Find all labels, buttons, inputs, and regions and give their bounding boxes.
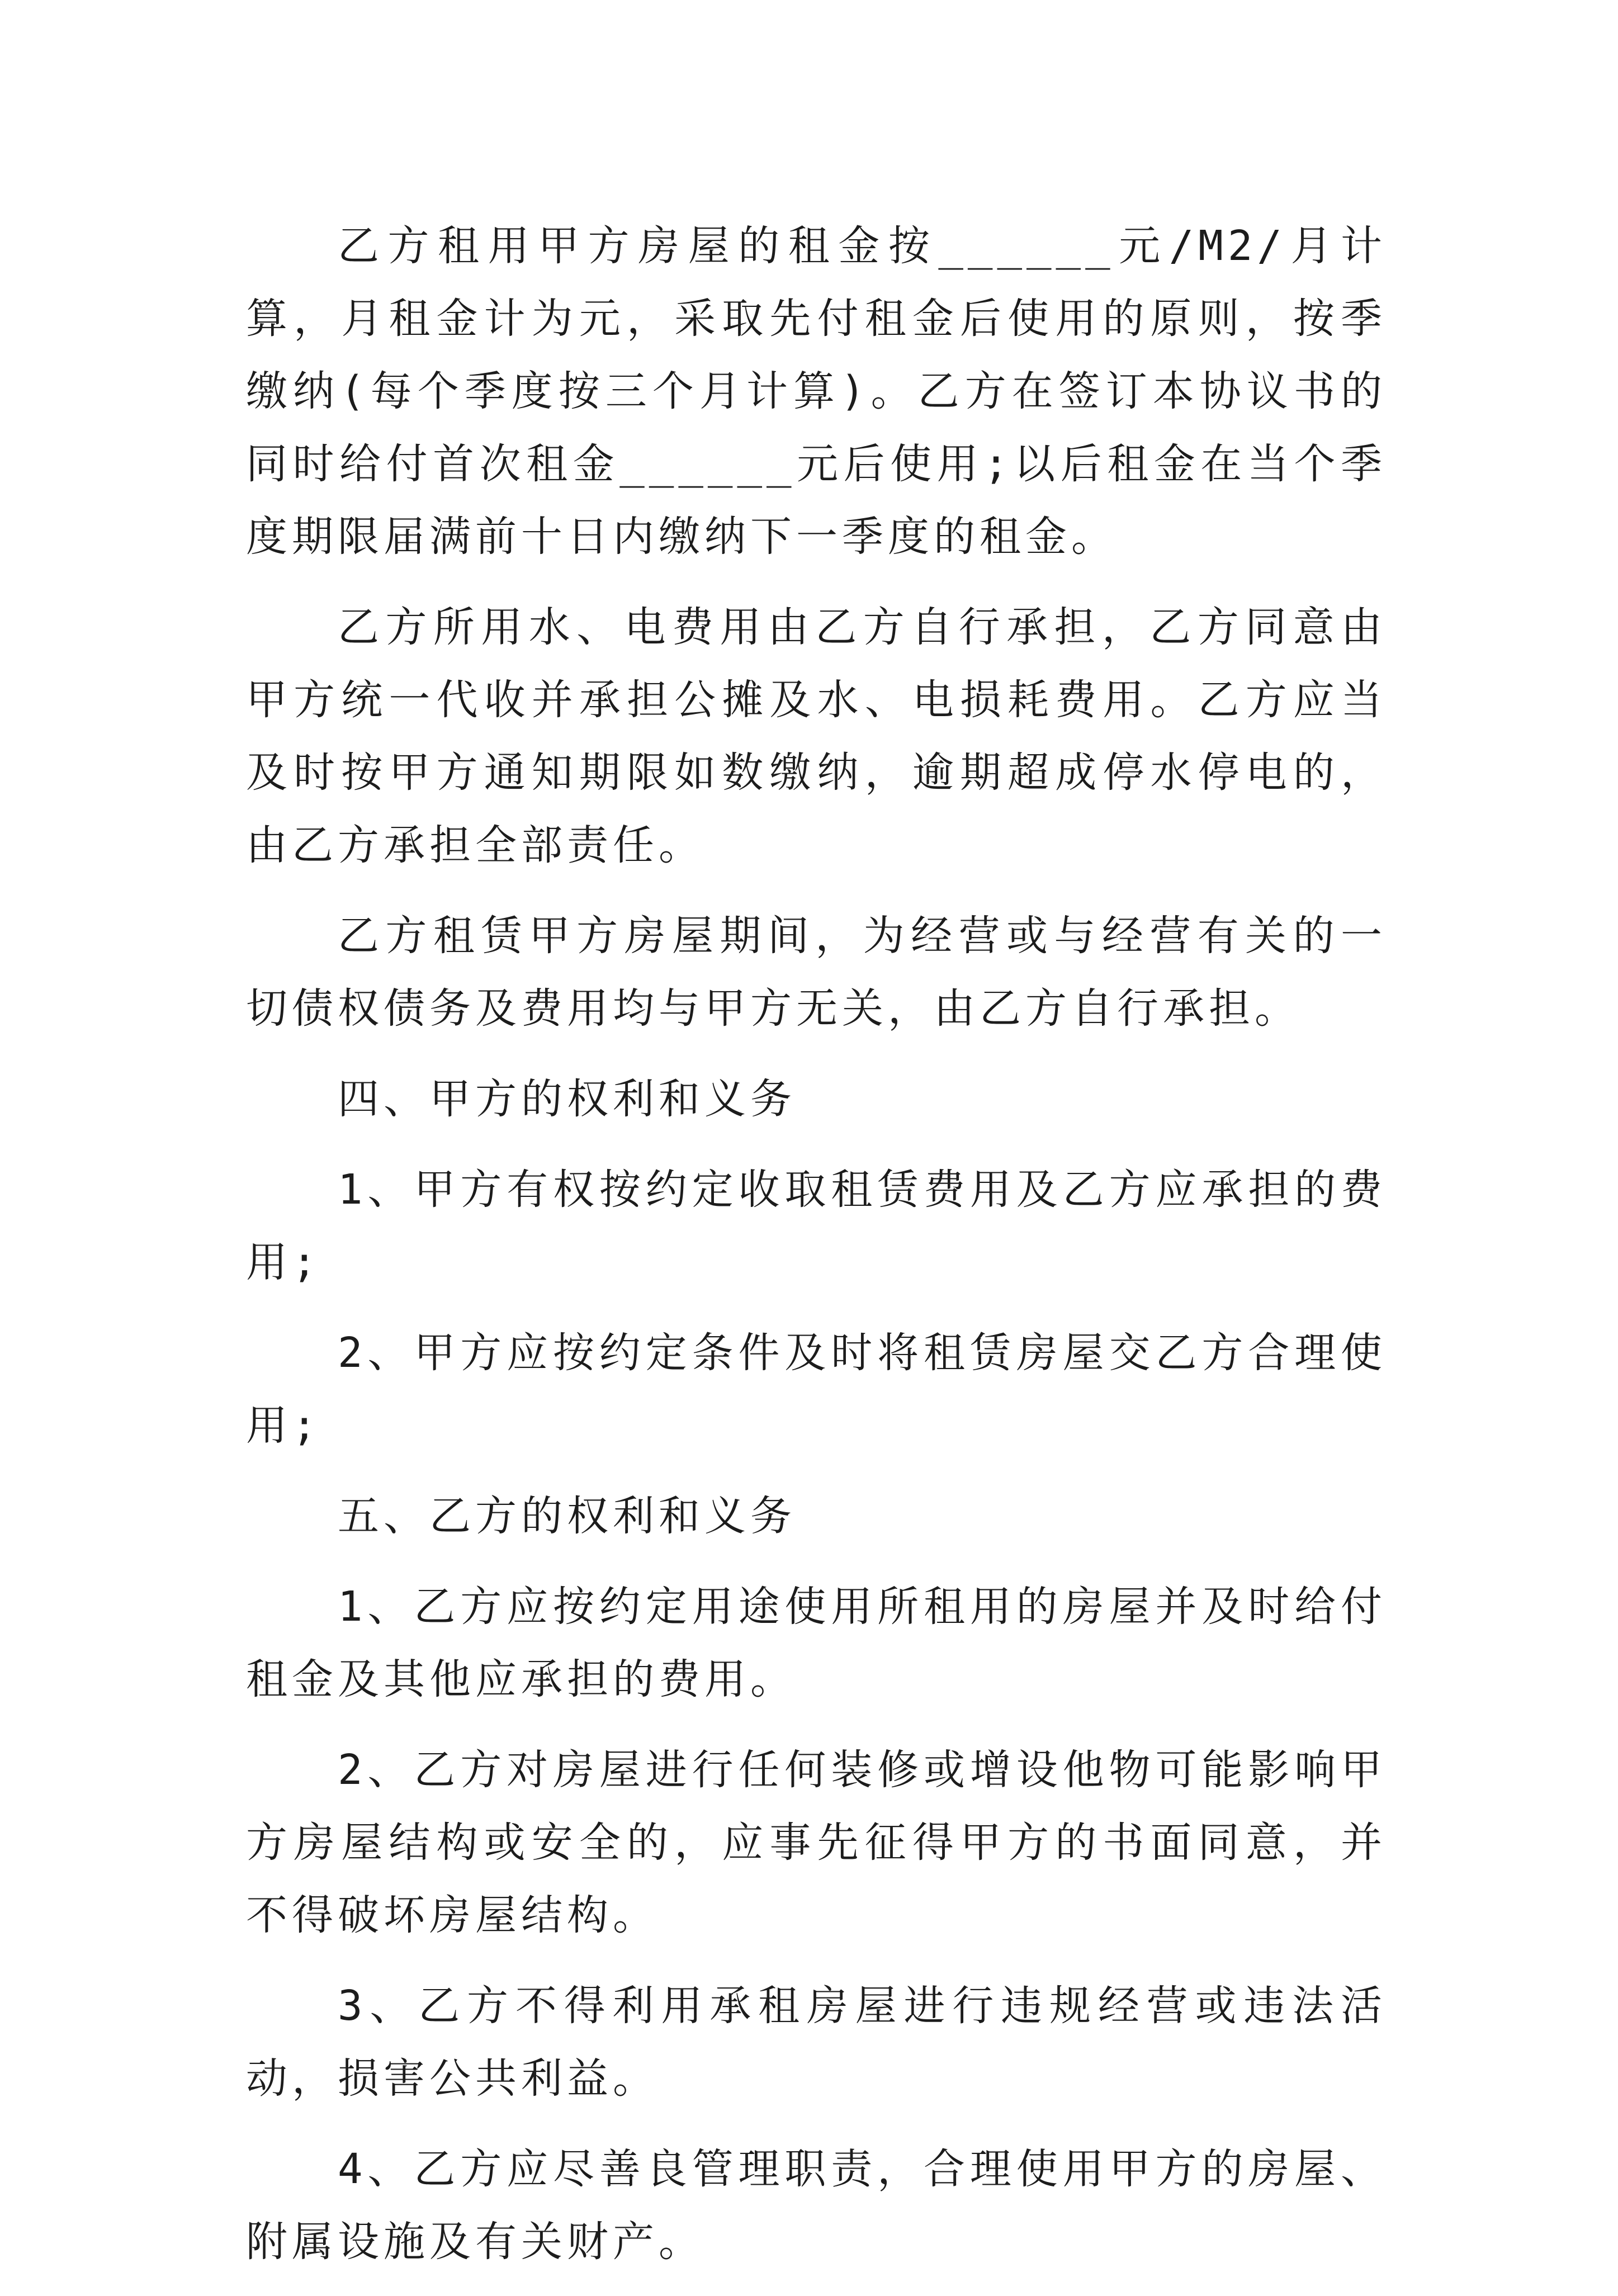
clause-party-b-1: 1、乙方应按约定用途使用所租用的房屋并及时给付租金及其他应承担的费用。 xyxy=(246,1583,1387,1703)
paragraph-rent-terms: 乙方租用甲方房屋的租金按______元/M2/月计算，月租金计为元，采取先付租金后使用的原则，按季缴纳(每个季度按三个月计算)。乙方在签订本协议书的同时给付首次租金______元后使用;以后租金在当个季度期限届满前十日内缴纳下一季度的租金。 xyxy=(246,222,1387,561)
document-body xyxy=(246,210,1387,2296)
section-heading-party-a: 四、甲方的权利和义务 xyxy=(338,1075,796,1123)
clause-party-a-1: 1、甲方有权按约定收取租赁费用及乙方应承担的费用; xyxy=(246,1166,1387,1286)
paragraph-utilities: 乙方所用水、电费用由乙方自行承担，乙方同意由甲方统一代收并承担公摊及水、电损耗费用。乙方应当及时按甲方通知期限如数缴纳，逾期超成停水停电的，由乙方承担全部责任。 xyxy=(246,603,1387,869)
clause-party-a-2: 2、甲方应按约定条件及时将租赁房屋交乙方合理使用; xyxy=(246,1329,1387,1450)
paragraph-debts: 乙方租赁甲方房屋期间，为经营或与经营有关的一切债权债务及费用均与甲方无关，由乙方自行承担。 xyxy=(246,912,1387,1033)
clause-party-b-3: 3、乙方不得利用承租房屋进行违规经营或违法活动，损害公共利益。 xyxy=(246,1982,1387,2103)
section-heading-party-b: 五、乙方的权利和义务 xyxy=(338,1492,796,1540)
clause-party-b-4: 4、乙方应尽善良管理职责，合理使用甲方的房屋、附属设施及有关财产。 xyxy=(246,2145,1387,2266)
clause-party-b-2: 2、乙方对房屋进行任何装修或增设他物可能影响甲方房屋结构或安全的，应事先征得甲方的书面同意，并不得破坏房屋结构。 xyxy=(246,1746,1387,1939)
